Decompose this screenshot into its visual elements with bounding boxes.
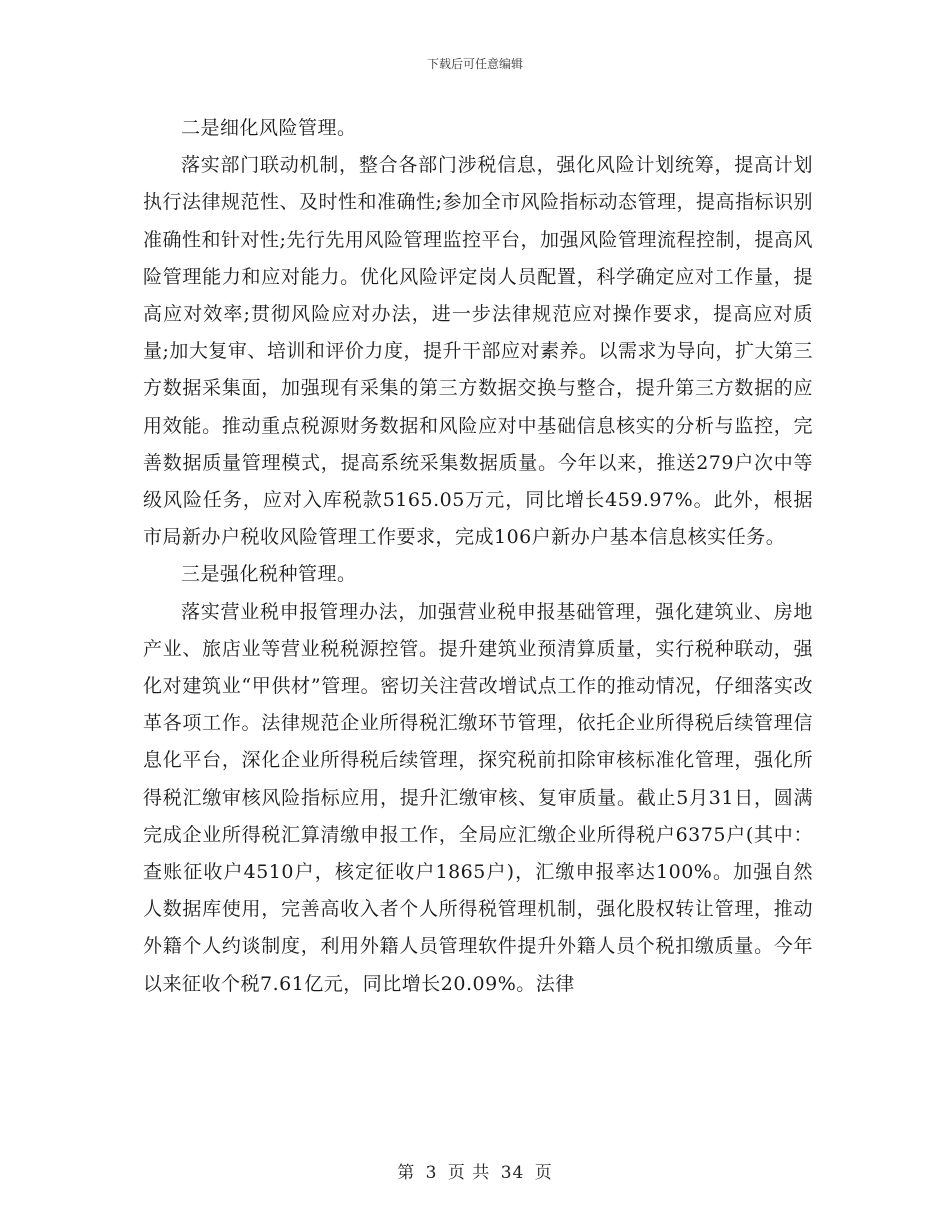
footer-mid: 页 共 (447, 1163, 491, 1183)
document-body (143, 110, 813, 1003)
section-heading-risk-management: 二是细化风险管理。 (181, 117, 357, 139)
section-heading-tax-type-management: 三是强化税种管理。 (181, 563, 357, 586)
total-pages: 34 (500, 1163, 525, 1183)
footer-suffix: 页 (534, 1163, 553, 1183)
page-header-note: 下载后可任意编辑 (426, 57, 523, 71)
footer-prefix: 第 (397, 1163, 416, 1183)
paragraph-risk-management: 落实部门联动机制，整合各部门涉税信息，强化风险计划统筹，提高计划执行法律规范性、及时性和准确性;参加全市风险指标动态管理，提高指标识别准确性和针对性;先行先用风险管理监控平台，加强风险管理流程控制，提高风险管理能力和应对能力。优化风险评定岗人员配置，科学确定应对工作量，提高应对效率;贯彻风险应对办法，进一步法律规范应对操作要求，提高应对质量;加大复审、培训和评价力度，提升干部应对素养。以需求为导向，扩大第三方数据采集面，加强现有采集的第三方数据交换与整合，提升第三方数据的应用效能。推动重点税源财务数据和风险应对中基础信息核实的分析与监控，完善数据质量管理模式，提高系统采集数据质量。今年以来，推送279户次中等级风险任务，应对入库税款5165.05万元，同比增长459.97%。此外，根据市局新办户税收风险管理工作要求，完成106户新办户基本信息核实任务。 (143, 154, 813, 549)
page-footer (0, 1158, 950, 1183)
page-number: 3 (425, 1163, 438, 1183)
paragraph-tax-type-management: 落实营业税申报管理办法，加强营业税申报基础管理，强化建筑业、房地产业、旅店业等营业税税源控管。提升建筑业预清算质量，实行税种联动，强化对建筑业“甲供材”管理。密切关注营改增试点工作的推动情况，仔细落实改革各项工作。法律规范企业所得税汇缴环节管理，依托企业所得税后续管理信息化平台，深化企业所得税后续管理，探究税前扣除审核标准化管理，强化所得税汇缴审核风险指标应用，提升汇缴审核、复审质量。截止5月31日，圆满完成企业所得税汇算清缴申报工作，全局应汇缴企业所得税户6375户(其中：查账征收户4510户，核定征收户1865户)，汇缴申报率达100%。加强自然人数据库使用，完善高收入者个人所得税管理机制，强化股权转让管理，推动外籍个人约谈制度，利用外籍人员管理软件提升外籍人员个税扣缴质量。今年以来征收个税7.61亿元，同比增长20.09%。法律 (143, 600, 813, 995)
